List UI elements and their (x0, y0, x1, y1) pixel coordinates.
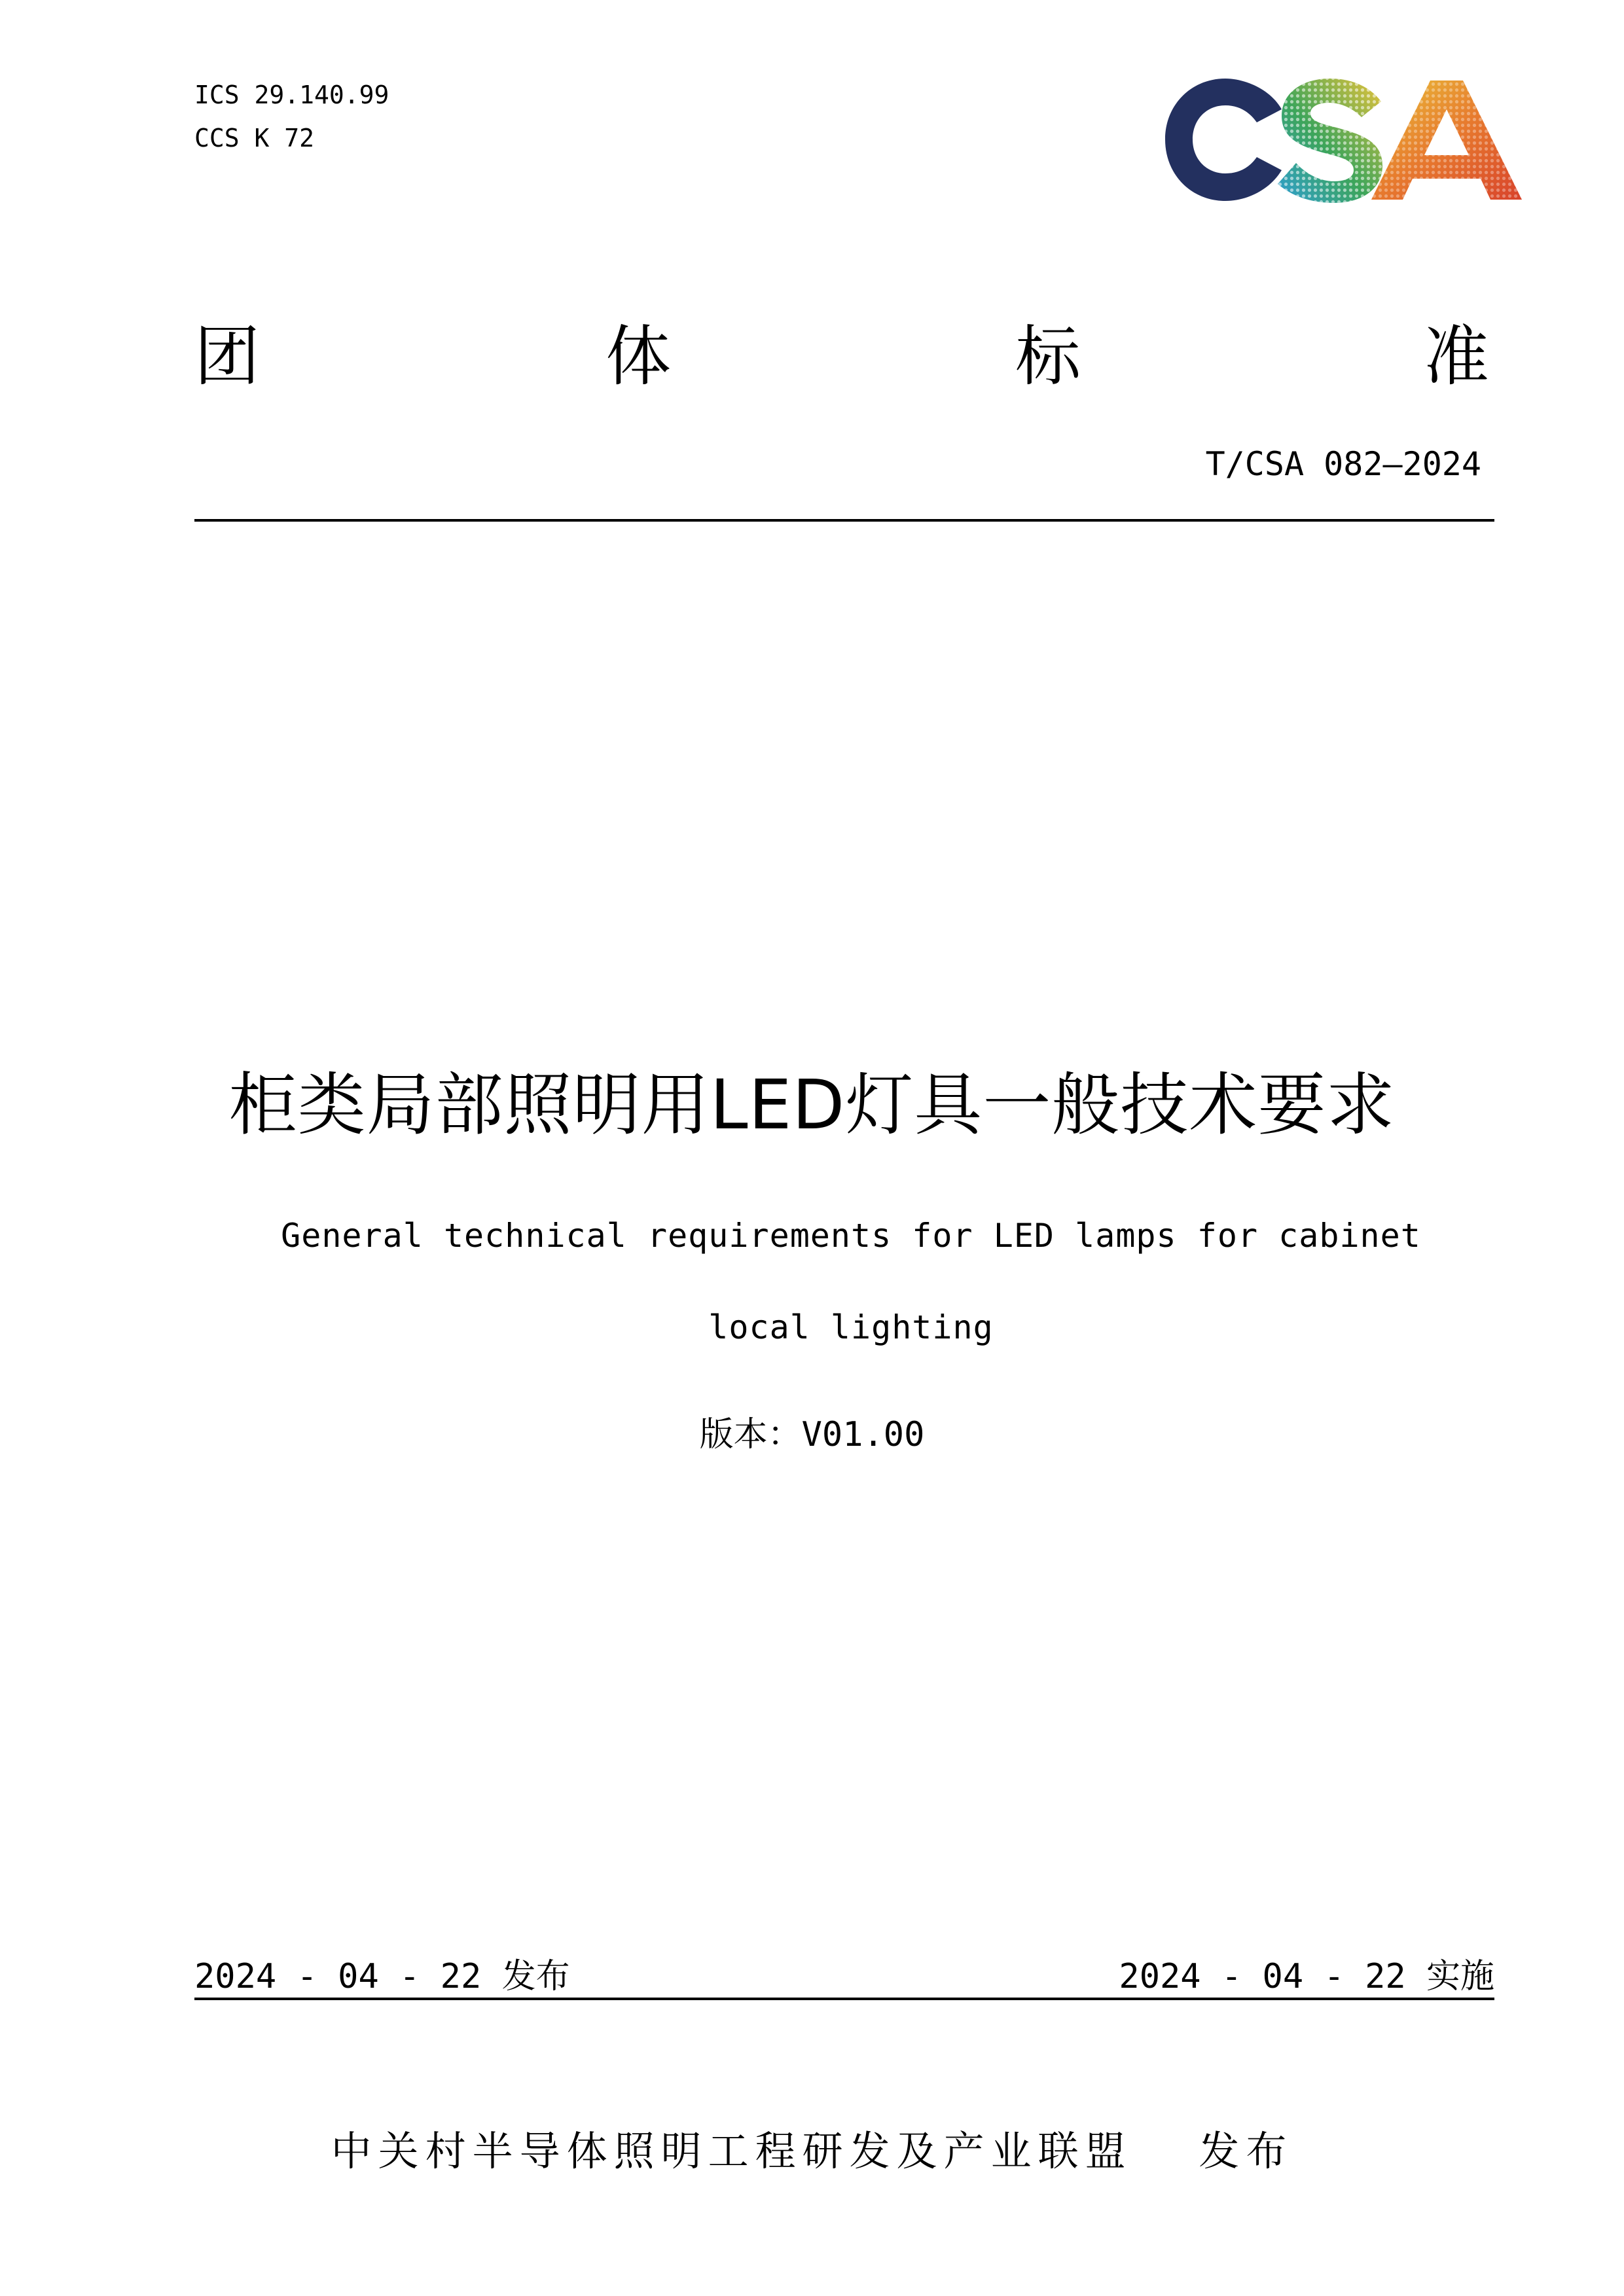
standard-type-char: 体 (605, 318, 671, 395)
standard-number: T/CSA 082—2024 (1205, 445, 1481, 483)
ccs-code: CCS K 72 (194, 124, 315, 152)
implement-date: 2024 - 04 - 22 实施 (1119, 1957, 1494, 1996)
publish-date: 2024 - 04 - 22 发布 (194, 1957, 570, 1996)
version-label: 版本：V01.00 (699, 1415, 925, 1454)
standard-type-char: 准 (1424, 318, 1489, 395)
document-title-cn: 柜类局部照明用LED灯具一般技术要求 (228, 1065, 1396, 1145)
footer-divider (194, 1998, 1494, 2000)
publisher-line: 中关村半导体照明工程研发及产业联盟 发布 (331, 2127, 1293, 2175)
standard-type-char: 团 (194, 318, 260, 395)
document-title-en: General technical requirements for LED lamps for cabinet local lighting (281, 1217, 1421, 1346)
header-divider (194, 519, 1494, 522)
csa-logo (1165, 75, 1522, 204)
standard-type-heading (194, 318, 1492, 395)
ics-code: ICS 29.140.99 (194, 81, 389, 109)
standard-type-char: 标 (1015, 318, 1081, 395)
